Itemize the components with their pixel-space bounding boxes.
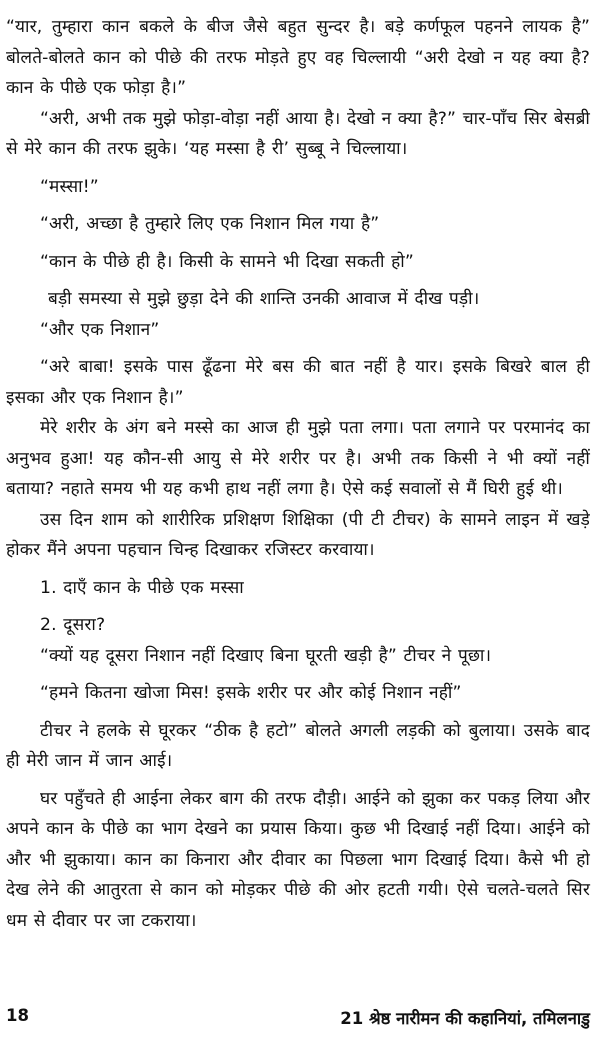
paragraph-5: “कान के पीछे ही है। किसी के सामने भी दिखा सकती हो” [40,251,414,272]
paragraph-4: “अरी, अच्छा है तुम्हारे लिए एक निशान मिल गया है” [40,214,380,234]
paragraph-9: मेरे शरीर के अंग बने मस्से का आज ही मुझे पता लगा। पता लगाने पर परमानंद का अनुभव हुआ! यह कौन-सी आयु से मेरे शरीर पर है। अभी तक किसी ने भी क्यों नहीं बताया? नहाते समय भी यह कभी हाथ नहीं लगा है। ऐसे कई सवालों से मैं घिरी हुई थी। [6,418,590,499]
page-number: 18 [6,1006,29,1025]
list-item-2: 2. दूसरा? [40,615,106,635]
paragraph-8: “अरे बाबा! इसके पास ढूँढना मेरे बस की बात नहीं है यार। इसके बिखरे बाल ही इसका और एक निशान है।” [6,357,590,408]
paragraph-13: “क्यों यह दूसरा निशान नहीं दिखाए बिना घूरती खड़ी है” टीचर ने पूछा। [40,645,492,666]
book-title: 21 श्रेष्ठ नारीमन की कहानियां, तमिलनाडु [340,1009,590,1028]
paragraph-3: “मस्सा!” [40,176,99,197]
story-text [6,12,590,936]
paragraph-10: उस दिन शाम को शारीरिक प्रशिक्षण शिक्षिका (पी टी टीचर) के सामने लाइन में खड़े होकर मैंने अपना पहचान चिन्ह दिखाकर रजिस्टर करवाया। [6,509,590,560]
list-item-1: 1. दाएँ कान के पीछे एक मस्सा [40,577,244,598]
paragraph-16: घर पहुँचते ही आईना लेकर बाग की तरफ दौड़ी। आईने को झुका कर पकड़ लिया और अपने कान के पीछे का भाग देखने का प्रयास किया। कुछ भी दिखाई नहीं दिया। आईने को और भी झुकाया। कान का किनारा और दीवार का पिछला भाग दिखाई दिया। कैसे भी हो देख लेने की आतुरता से कान को मोड़कर पीछे की ओर हटती गयी। ऐसे चलते-चलते सिर धम से दीवार पर जा टकराया। [6,788,590,931]
paragraph-1: “यार, तुम्हारा कान बकले के बीज जैसे बहुत सुन्दर है। बड़े कर्णफूल पहनने लायक है” बोलते-बोलते कान को पीछे की तरफ मोड़ते हुए वह चिल्लायी “अरी देखो न यह क्या है? कान के पीछे एक फोड़ा है।” [6,17,590,98]
paragraph-7: “और एक निशान” [40,319,160,340]
paragraph-6: बड़ी समस्या से मुझे छुड़ा देने की शान्ति उनकी आवाज में दीख पड़ी। [48,289,480,309]
paragraph-14: “हमने कितना खोजा मिस! इसके शरीर पर और कोई निशान नहीं” [40,683,462,703]
page-footer [6,1006,594,1036]
paragraph-15: टीचर ने हलके से घूरकर “ठीक है हटो” बोलते अगली लड़की को बुलाया। उसके बाद ही मेरी जान में जान आई। [6,720,590,771]
paragraph-2: “अरी, अभी तक मुझे फोड़ा-वोड़ा नहीं आया है। देखो न क्या है?” चार-पाँच सिर बेसब्री से मेरे कान की तरफ झुके। ‘यह मस्सा है री’ सुब्बू ने चिल्लाया। [6,108,590,159]
